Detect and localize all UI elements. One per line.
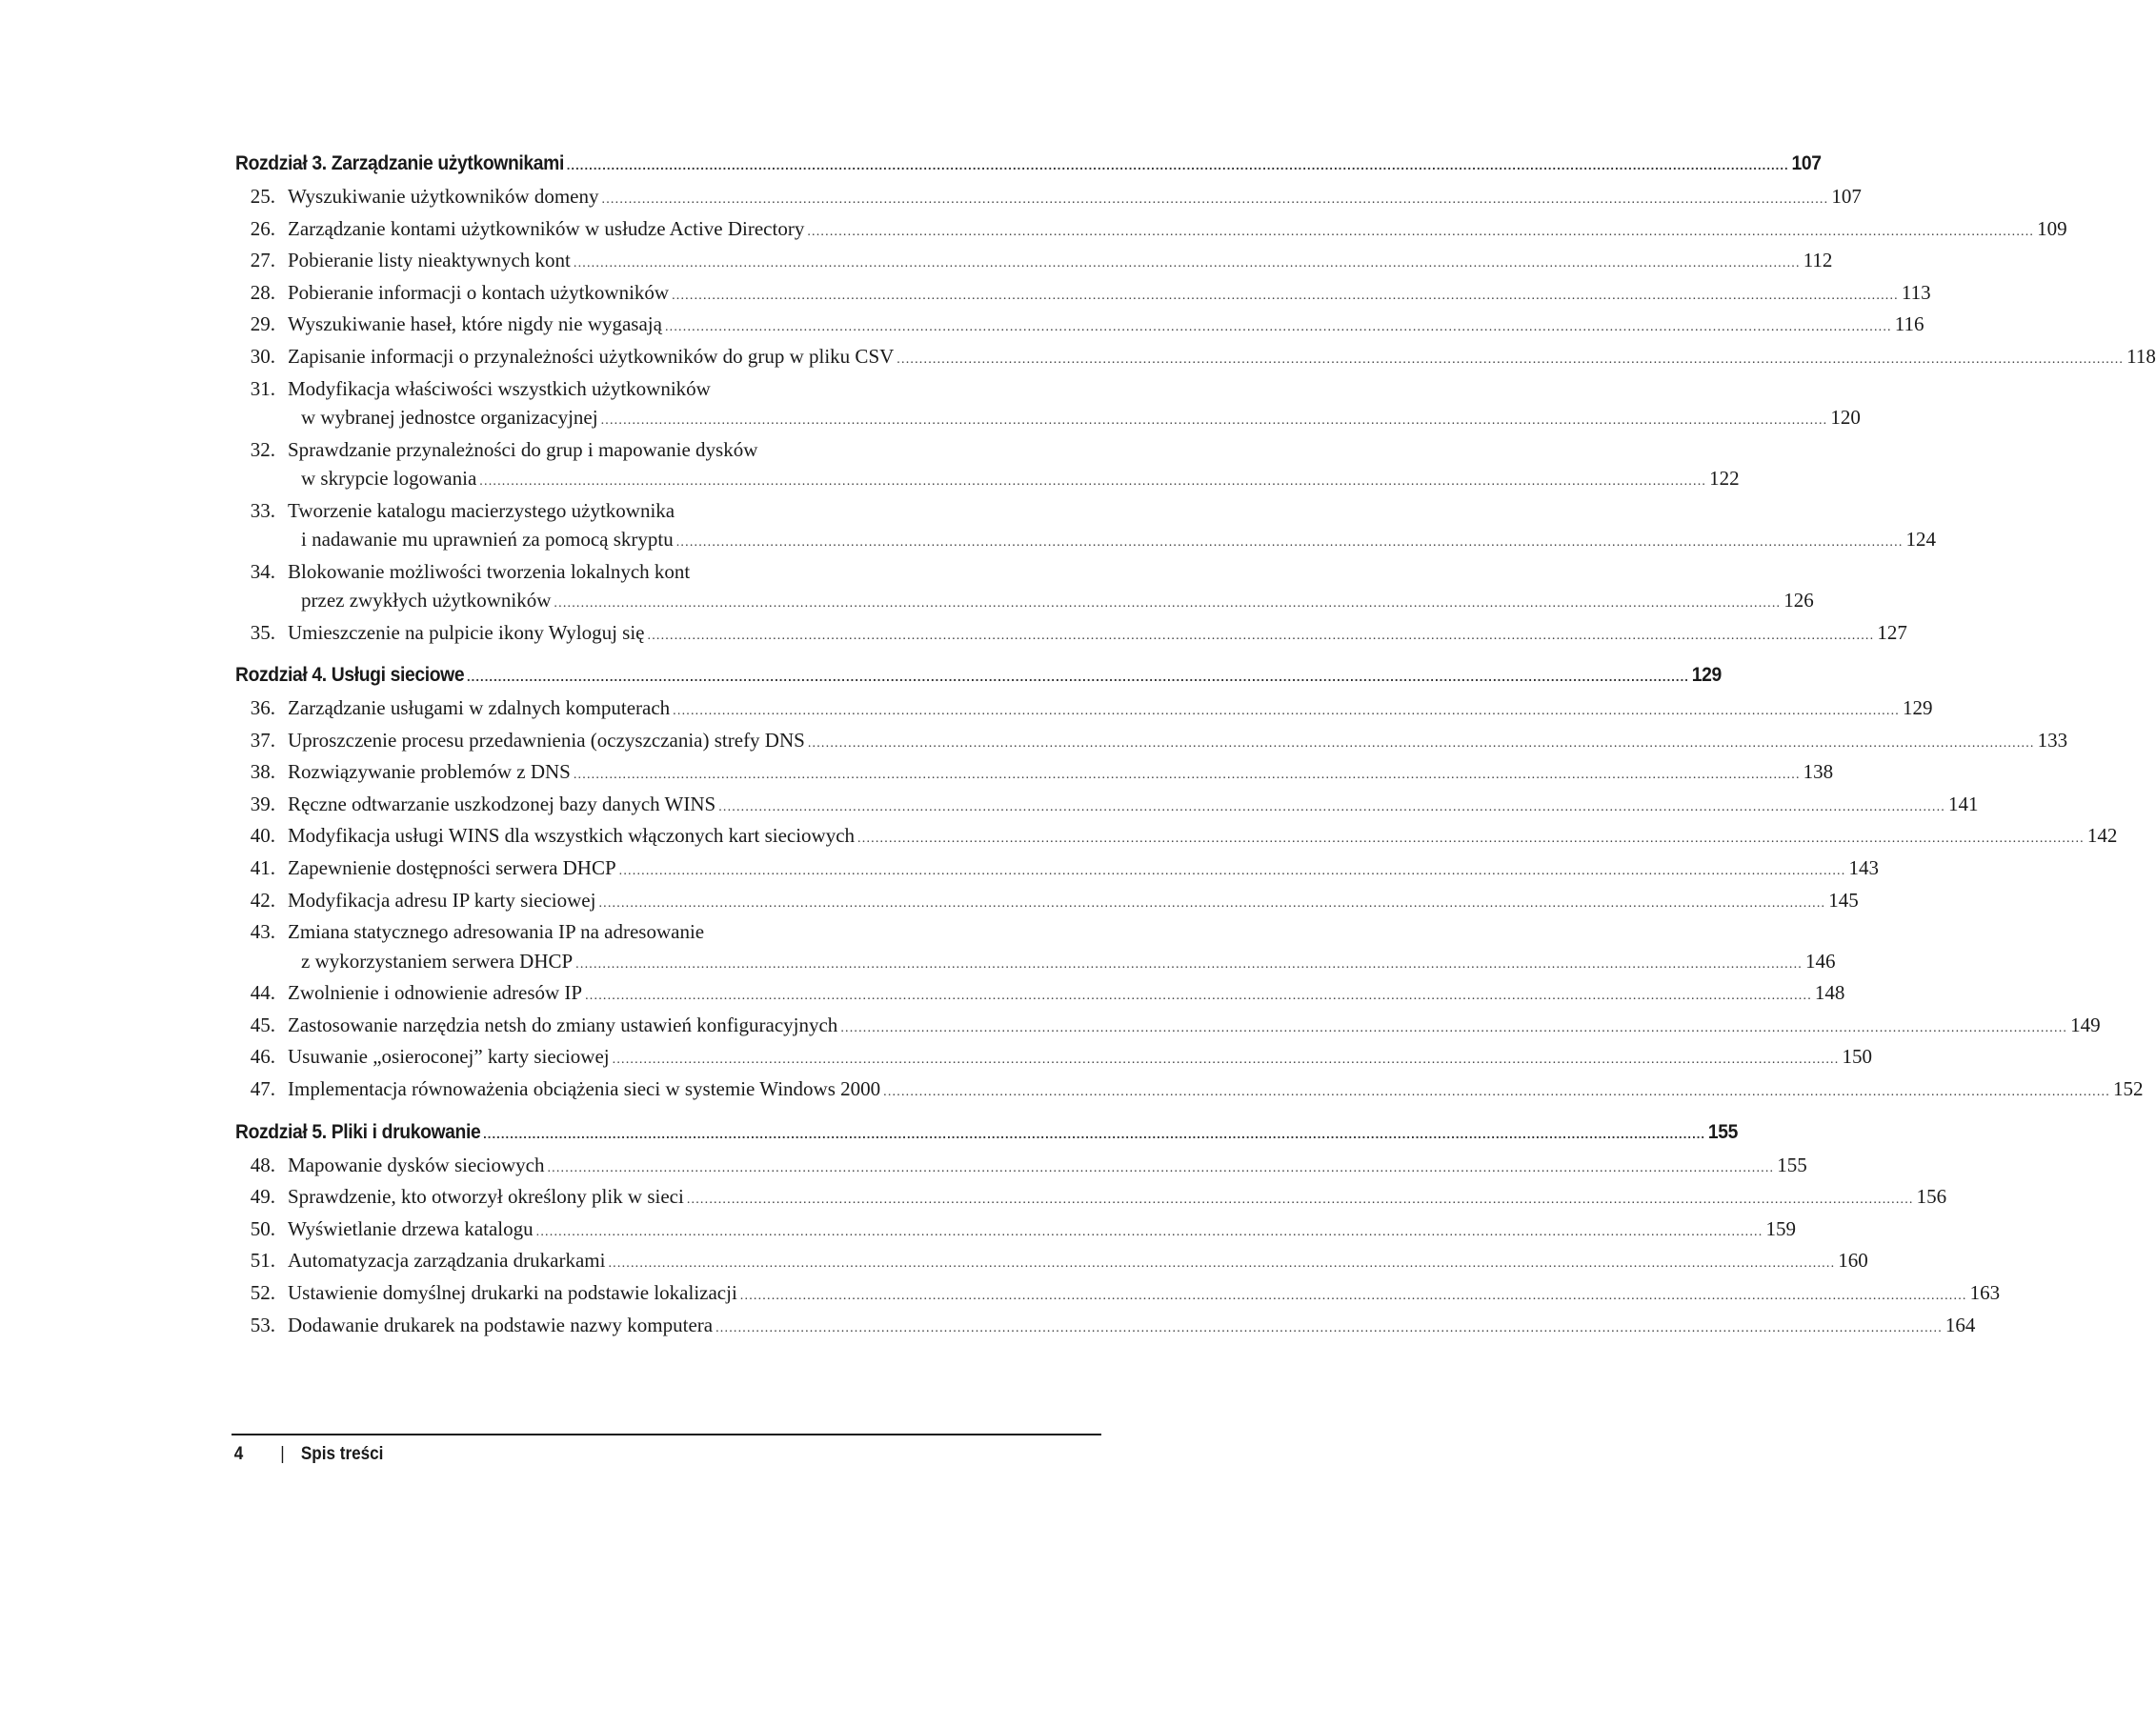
dot-leader — [665, 320, 1892, 335]
dot-leader — [687, 1193, 1914, 1208]
entry-number: 25. — [250, 185, 275, 208]
dot-leader — [648, 629, 1875, 644]
entry-title: Rozwiązywanie problemów z DNS — [288, 760, 571, 784]
entry-title: Pobieranie informacji o kontach użytkowników — [288, 280, 670, 304]
table-of-contents — [235, 152, 2156, 1356]
entry-title: Sprawdzanie przynależności do grup i mapowanie dysków — [288, 437, 758, 461]
entry-page-number: 142 — [2086, 824, 2118, 848]
dot-leader — [718, 800, 1945, 815]
toc-entry — [235, 824, 2118, 856]
toc-entry — [235, 1153, 1807, 1186]
entry-title: Modyfikacja właściwości wszystkich użytkowników — [288, 376, 711, 400]
entry-number: 47. — [250, 1077, 275, 1101]
entry-number: 52. — [250, 1280, 275, 1304]
entry-page-number: 124 — [1905, 527, 1937, 551]
dot-leader — [483, 1126, 1705, 1141]
entry-title-continuation: w skrypcie logowania — [301, 466, 477, 490]
toc-entry — [235, 1216, 1796, 1250]
entry-page-number: 148 — [1814, 981, 1845, 1005]
entry-number: 43. — [250, 920, 275, 944]
footer-text — [232, 1444, 1015, 1465]
footer-section-title: Spis treści — [300, 1444, 384, 1464]
toc-entry — [235, 728, 2068, 761]
entry-number: 32. — [250, 437, 275, 461]
entry-number: 31. — [250, 376, 275, 400]
entry-number: 45. — [250, 1013, 275, 1036]
chapter-heading — [235, 1120, 1739, 1154]
entry-number: 34. — [250, 559, 275, 583]
entry-title: Ustawienie domyślnej drukarki na podstawie lokalizacji — [288, 1280, 737, 1304]
toc-entry — [235, 620, 1907, 653]
dot-leader — [574, 768, 1801, 783]
entry-title-continuation: w wybranej jednostce organizacyjnej — [301, 405, 598, 429]
toc-entry — [235, 185, 1862, 217]
toc-entry — [235, 280, 1931, 313]
chapter-title: Rozdział 4. Usługi sieciowe — [235, 664, 465, 687]
entry-number: 35. — [250, 620, 275, 644]
dot-leader — [883, 1085, 2110, 1100]
entry-page-number: 127 — [1877, 620, 1907, 644]
dot-leader — [536, 1225, 1763, 1240]
toc-entry — [235, 981, 1845, 1014]
dot-leader — [547, 1161, 1774, 1176]
entry-page-number: 113 — [1901, 280, 1931, 304]
toc-entry — [235, 920, 1836, 981]
entry-title: Zarządzanie usługami w zdalnych komputerach — [288, 696, 671, 720]
toc-entry — [235, 696, 1933, 729]
entry-page-number: 107 — [1831, 185, 1862, 208]
entry-page-number: 109 — [2037, 216, 2067, 240]
toc-entry — [235, 856, 1879, 889]
chapter-heading — [235, 664, 1722, 696]
entry-number: 28. — [250, 280, 275, 304]
entry-number: 46. — [250, 1045, 275, 1069]
chapter-title: Rozdział 5. Pliki i drukowanie — [235, 1120, 481, 1143]
entry-number: 39. — [250, 792, 275, 815]
toc-entry — [235, 1045, 1872, 1077]
entry-page-number: 120 — [1830, 405, 1861, 429]
entry-page-number: 146 — [1804, 949, 1836, 973]
dot-leader — [575, 957, 1803, 973]
toc-entry — [235, 344, 2156, 377]
entry-page-number: 149 — [2070, 1013, 2101, 1036]
chapter-page-number: 155 — [1707, 1120, 1739, 1143]
toc-entry — [235, 1249, 1868, 1281]
entry-page-number: 150 — [1842, 1045, 1872, 1069]
entry-number: 26. — [250, 216, 275, 240]
entry-page-number: 160 — [1838, 1249, 1868, 1273]
entry-number: 44. — [250, 981, 275, 1005]
entry-number: 50. — [250, 1216, 275, 1240]
entry-page-number: 152 — [2112, 1077, 2144, 1101]
entry-title: Zarządzanie kontami użytkowników w usłudze Active Directory — [288, 216, 805, 240]
entry-page-number: 112 — [1803, 249, 1833, 272]
dot-leader — [479, 474, 1706, 490]
entry-page-number: 145 — [1828, 888, 1859, 912]
entry-number: 36. — [250, 696, 275, 720]
entry-title: Ręczne odtwarzanie uszkodzonej bazy danych WINS — [288, 792, 716, 815]
entry-title: Zastosowanie narzędzia netsh do zmiany ustawień konfiguracyjnych — [288, 1013, 838, 1036]
entry-number: 29. — [250, 312, 275, 336]
dot-leader — [602, 192, 1829, 208]
entry-page-number: 133 — [2037, 728, 2068, 752]
entry-title-continuation: z wykorzystaniem serwera DHCP — [301, 949, 574, 973]
entry-page-number: 156 — [1916, 1185, 1947, 1209]
dot-leader — [613, 1053, 1840, 1068]
toc-entry — [235, 249, 1833, 281]
toc-entry — [235, 216, 2067, 250]
dot-leader — [857, 832, 2085, 847]
toc-entry — [235, 498, 1937, 560]
entry-page-number: 118 — [2126, 344, 2156, 368]
dot-leader — [740, 1289, 1967, 1304]
entry-page-number: 163 — [1969, 1280, 2001, 1304]
entry-title: Wyświetlanie drzewa katalogu — [288, 1216, 534, 1240]
dot-leader — [672, 289, 1899, 304]
chapter-page-number: 129 — [1691, 664, 1722, 687]
toc-entry — [235, 1313, 1976, 1346]
toc-chapter — [235, 152, 2156, 652]
footer-rule — [232, 1434, 1101, 1435]
entry-page-number: 164 — [1944, 1313, 1976, 1336]
entry-title: Uproszczenie procesu przedawnienia (oczyszczania) strefy DNS — [288, 728, 805, 752]
entry-page-number: 141 — [1948, 792, 1979, 815]
toc-entry — [235, 888, 1859, 921]
dot-leader — [840, 1021, 2067, 1036]
entry-title: Tworzenie katalogu macierzystego użytkownika — [288, 498, 675, 522]
toc-entry — [235, 1013, 2101, 1046]
entry-page-number: 122 — [1709, 466, 1740, 490]
entry-title: Wyszukiwanie użytkowników domeny — [288, 185, 599, 208]
toc-entry — [235, 1280, 2001, 1314]
entry-number: 38. — [250, 760, 275, 784]
entry-number: 40. — [250, 824, 275, 848]
entry-number: 27. — [250, 249, 275, 272]
entry-number: 37. — [250, 728, 275, 752]
entry-page-number: 129 — [1902, 696, 1933, 720]
toc-entry — [235, 312, 1924, 345]
dot-leader — [467, 669, 1689, 684]
entry-page-number: 155 — [1777, 1153, 1807, 1176]
entry-number: 42. — [250, 888, 275, 912]
toc-entry — [235, 376, 1861, 438]
toc-entry — [235, 1077, 2144, 1110]
entry-number: 48. — [250, 1153, 275, 1176]
entry-title: Mapowanie dysków sieciowych — [288, 1153, 545, 1176]
dot-leader — [715, 1321, 1943, 1336]
entry-page-number: 159 — [1765, 1216, 1796, 1240]
entry-title: Umieszczenie na pulpicie ikony Wyloguj się — [288, 620, 645, 644]
entry-title-continuation: przez zwykłych użytkowników — [301, 588, 552, 612]
entry-title: Zapisanie informacji o przynależności użytkowników do grup w pliku CSV — [288, 344, 895, 368]
dot-leader — [598, 896, 1825, 912]
entry-title: Pobieranie listy nieaktywnych kont — [288, 249, 571, 272]
footer-separator: | — [280, 1444, 285, 1464]
toc-chapter — [235, 1120, 2001, 1346]
toc-chapter — [235, 664, 2144, 1110]
entry-number: 49. — [250, 1185, 275, 1209]
dot-leader — [807, 225, 2034, 240]
dot-leader — [585, 989, 1812, 1004]
entry-title: Wyszukiwanie haseł, które nigdy nie wygasają — [288, 312, 662, 336]
entry-title-continuation: i nadawanie mu uprawnień za pomocą skryptu — [301, 527, 674, 551]
entry-page-number: 126 — [1783, 588, 1814, 612]
dot-leader — [601, 413, 1828, 429]
entry-number: 41. — [250, 856, 275, 880]
dot-leader — [897, 352, 2124, 368]
entry-title: Sprawdzenie, kto otworzył określony plik w sieci — [288, 1185, 684, 1209]
entry-title: Automatyzacja zarządzania drukarkami — [288, 1249, 606, 1273]
footer-page-number: 4 — [233, 1444, 244, 1464]
toc-entry — [235, 1185, 1947, 1217]
entry-number: 53. — [250, 1313, 275, 1336]
page-footer — [232, 1434, 1101, 1465]
entry-title: Zwolnienie i odnowienie adresów IP — [288, 981, 583, 1005]
entry-title: Dodawanie drukarek na podstawie nazwy komputera — [288, 1313, 714, 1336]
entry-title: Modyfikacja usługi WINS dla wszystkich włączonych kart sieciowych — [288, 824, 856, 848]
toc-entry — [235, 559, 1814, 621]
toc-entry — [235, 792, 1979, 825]
dot-leader — [554, 596, 1781, 612]
entry-page-number: 116 — [1894, 312, 1924, 336]
entry-title: Modyfikacja adresu IP karty sieciowej — [288, 888, 596, 912]
dot-leader — [608, 1256, 1835, 1272]
chapter-heading — [235, 152, 1822, 185]
chapter-page-number: 107 — [1791, 152, 1822, 174]
entry-number: 51. — [250, 1249, 275, 1273]
entry-page-number: 138 — [1803, 760, 1834, 784]
toc-entry — [235, 760, 1834, 793]
dot-leader — [574, 256, 1801, 271]
dot-leader — [619, 864, 1846, 879]
dot-leader — [673, 704, 1900, 719]
entry-title: Zmiana statycznego adresowania IP na adresowanie — [288, 920, 705, 944]
entry-title: Implementacja równoważenia obciążenia sieci w systemie Windows 2000 — [288, 1077, 881, 1101]
dot-leader — [676, 535, 1904, 551]
entry-title: Blokowanie możliwości tworzenia lokalnych kont — [288, 559, 691, 583]
entry-number: 30. — [250, 344, 275, 368]
dot-leader — [808, 736, 2035, 752]
chapter-title: Rozdział 3. Zarządzanie użytkownikami — [235, 152, 564, 174]
entry-number: 33. — [250, 498, 275, 522]
toc-entry — [235, 437, 1740, 499]
dot-leader — [567, 157, 1789, 172]
entry-page-number: 143 — [1848, 856, 1879, 880]
entry-title: Zapewnienie dostępności serwera DHCP — [288, 856, 616, 880]
entry-title: Usuwanie „osieroconej” karty sieciowej — [288, 1045, 610, 1069]
